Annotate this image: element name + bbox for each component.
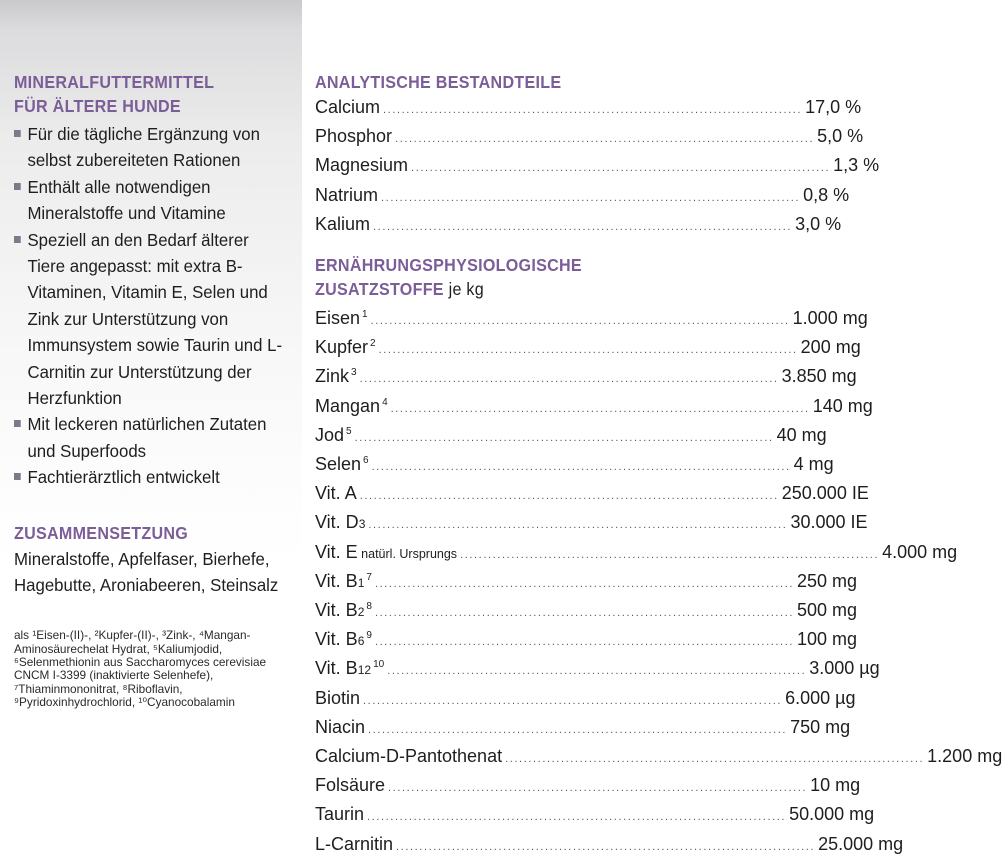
composition-title: ZUSAMMENSETZUNG [14, 522, 189, 543]
additive-row [315, 422, 827, 451]
analytic-value: 17,0 % [805, 97, 862, 117]
feature-list [14, 121, 296, 491]
analytic-value: 5,0 % [817, 126, 864, 147]
analytic-name: Kalium [315, 213, 371, 234]
dot-leader: .......................................................................................... [460, 548, 880, 561]
additive-name: Selen $^6$ [315, 454, 369, 475]
additive-subscript: 12 [357, 663, 372, 678]
additive-footnote-ref: 8 [366, 601, 372, 613]
additive-row [315, 801, 875, 830]
feature-item: Enthält alle notwendigen Mineralstoffe und Vitamine [14, 174, 285, 227]
dot-leader: .......................................................................................... [370, 315, 790, 328]
dot-leader: .......................................................................................... [359, 373, 779, 386]
dot-leader: .......................................................................................... [373, 220, 793, 233]
additive-value: 25.000 mg [818, 833, 904, 854]
footnote-text: als ¹Eisen-(II)-, ²Kupfer-(II)-, ³Zink-, ⁴Mangan-Aminosäurechelat Hydrat, ⁵Kaliumjodid, ⁶Selenmethionin aus Saccharomyces cerevisiae CNCM I-3399 (inaktivierte Selenhefe), ⁷Thiaminmononitrat, ⁸Riboflavin, ⁹Pyridoxinhydrochlorid, ¹⁰Cyanocobalamin [14, 628, 267, 710]
additive-row [315, 597, 858, 626]
additive-subscript: 6 [357, 634, 365, 649]
dot-leader: .......................................................................................... [374, 577, 795, 590]
dot-leader: .......................................................................................... [395, 133, 815, 146]
additive-note: natürl. Ursprungs [357, 546, 458, 561]
dot-leader: .......................................................................................... [505, 753, 925, 766]
dot-leader: .......................................................................................... [383, 104, 803, 116]
dot-leader: .......................................................................................... [354, 431, 774, 444]
additive-footnote-ref: 9 [366, 630, 372, 642]
product-description [14, 70, 296, 710]
dot-leader: .......................................................................................... [378, 344, 798, 357]
additive-row [315, 831, 904, 860]
additive-name: Folsäure [315, 775, 386, 796]
additive-name: Vit. E natürl. Ursprungs [315, 541, 458, 562]
additive-name: L-Carnitin [315, 833, 394, 854]
dot-leader: .......................................................................................... [390, 402, 810, 415]
additive-footnote-ref: 1 [362, 309, 368, 321]
analytic-table [315, 94, 880, 240]
analytic-name: Phosphor [315, 126, 393, 147]
additive-footnote-ref: 3 [351, 367, 357, 379]
additive-value: 4 mg [793, 454, 834, 475]
analytic-value: 3,0 % [795, 213, 842, 234]
additive-name: Vit. B2 $^8$ [315, 600, 372, 621]
additives-title-line1: ERNÄHRUNGSPHYSIOLOGISCHE [315, 255, 582, 276]
dot-leader: .......................................................................................... [363, 694, 783, 707]
additive-value: 500 mg [797, 600, 858, 621]
additive-value: 100 mg [797, 629, 858, 650]
additive-row [315, 334, 861, 363]
additive-row [315, 451, 834, 480]
additive-name: Vit. D3 [315, 512, 366, 533]
bullet-square-icon [14, 473, 21, 480]
bullet-square-icon [14, 183, 21, 190]
additive-row [315, 305, 868, 334]
dot-leader: .......................................................................................... [371, 461, 791, 474]
additive-name: Zink $^3$ [315, 366, 357, 387]
dot-leader: .......................................................................................... [368, 519, 788, 532]
additive-footnote-ref: 2 [370, 338, 376, 350]
additive-name: Jod $^5$ [315, 424, 352, 445]
dot-leader: .......................................................................................... [388, 782, 808, 795]
additive-subscript: 2 [357, 605, 365, 620]
feature-item: Mit leckeren natürlichen Zutaten und Superfoods [14, 411, 285, 464]
bullet-square-icon [14, 236, 21, 243]
additive-value: 4.000 mg [882, 541, 958, 562]
analytic-row [315, 211, 842, 240]
additive-footnote-ref: 7 [366, 571, 372, 583]
dot-leader: .......................................................................................... [368, 723, 788, 736]
analytic-row [315, 182, 850, 211]
feature-item: Fachtierärztlich entwickelt [14, 464, 285, 490]
additive-name: Eisen $^1$ [315, 308, 368, 329]
analytic-value: 0,8 % [803, 184, 850, 205]
additive-value: 3.000 µg [809, 658, 880, 679]
additive-value: 10 mg [810, 775, 861, 796]
additive-row [315, 480, 869, 509]
additive-subscript: 3 [358, 517, 366, 532]
dot-leader: .......................................................................................... [381, 191, 801, 204]
additive-name: Biotin [315, 687, 361, 708]
product-title-line2: FÜR ÄLTERE HUNDE [14, 96, 181, 116]
additive-value: 250.000 IE [781, 483, 869, 504]
additive-name: Vit. B6 $^9$ [315, 629, 372, 650]
additive-value: 3.850 mg [781, 366, 857, 387]
additive-footnote-ref: 4 [382, 396, 388, 408]
additive-value: 200 mg [800, 337, 861, 358]
analytic-row [315, 123, 864, 152]
analytic-value: 1,3 % [833, 155, 880, 176]
additive-footnote-ref: 6 [363, 455, 369, 467]
additive-value: 250 mg [797, 570, 858, 591]
additive-name: Vit. B1 $^7$ [315, 570, 372, 591]
additive-name: Kupfer $^2$ [315, 337, 376, 358]
dot-leader: .......................................................................................... [374, 636, 795, 649]
additives-title-text: ZUSATZSTOFFE [315, 279, 444, 300]
dot-leader: .......................................................................................... [367, 811, 787, 824]
additive-name: Calcium-D-Pantothenat [315, 746, 503, 767]
additive-value: 750 mg [790, 716, 851, 737]
additive-row [315, 655, 880, 684]
additive-subscript: 1 [357, 575, 365, 590]
dot-leader: .......................................................................................... [411, 162, 831, 175]
additive-value: 30.000 IE [790, 512, 868, 533]
additive-value: 1.200 mg [927, 746, 1002, 767]
feature-item: Für die tägliche Ergänzung von selbst zubereiteten Rationen [14, 121, 285, 174]
additive-row [315, 568, 858, 597]
additive-value: 40 mg [776, 424, 827, 445]
additive-row [315, 626, 858, 655]
bullet-square-icon [14, 420, 21, 427]
additive-name: Mangan $^4$ [315, 395, 388, 416]
additives-title-line2 [315, 277, 568, 301]
additive-row [315, 685, 856, 714]
additive-value: 6.000 µg [785, 687, 856, 708]
additive-row [315, 363, 857, 392]
additive-row [315, 393, 873, 422]
additive-row [315, 539, 958, 568]
additive-name: Taurin [315, 804, 365, 825]
additive-row [315, 772, 861, 801]
composition-text: Mineralstoffe, Apfelfaser, Bierhefe, Hagebutte, Aroniabeeren, Steinsalz [14, 548, 279, 595]
product-title-line1: MINERALFUTTERMITTEL [14, 72, 215, 92]
additives-unit: je kg [448, 279, 484, 300]
bullet-square-icon [14, 130, 21, 137]
dot-leader: .......................................................................................... [374, 607, 795, 620]
additive-row [315, 509, 868, 538]
additive-row [315, 743, 1002, 772]
additive-value: 50.000 mg [789, 804, 875, 825]
analytic-row [315, 152, 880, 181]
analytic-name: Magnesium [315, 155, 409, 176]
additive-name: Vit. B12 $^{10}$ [315, 658, 385, 679]
additive-name: Vit. A [315, 483, 357, 504]
additive-value: 140 mg [812, 395, 873, 416]
additive-footnote-ref: 5 [346, 425, 352, 437]
additives-table [315, 305, 1002, 860]
analytic-title: ANALYTISCHE BESTANDTEILE [315, 72, 562, 92]
dot-leader: .......................................................................................... [359, 490, 779, 503]
additive-name: Niacin [315, 716, 366, 737]
feature-item: Speziell an den Bedarf älterer Tiere angepasst: mit extra B-Vitaminen, Vitamin E, Selen und Zink zur Unterstützung von Immunsystem sowie Taurin und L-Carnitin zur Unterstützung der Herzfunktion [14, 227, 285, 412]
analytic-name: Calcium [315, 97, 381, 117]
dot-leader: .......................................................................................... [396, 840, 816, 853]
additive-value: 1.000 mg [792, 308, 868, 329]
nutrition-panel [315, 70, 1002, 860]
analytic-name: Natrium [315, 184, 379, 205]
additive-footnote-ref: 10 [373, 659, 385, 671]
dot-leader: .......................................................................................... [387, 665, 807, 678]
additive-row [315, 714, 851, 743]
analytic-row [315, 94, 862, 123]
